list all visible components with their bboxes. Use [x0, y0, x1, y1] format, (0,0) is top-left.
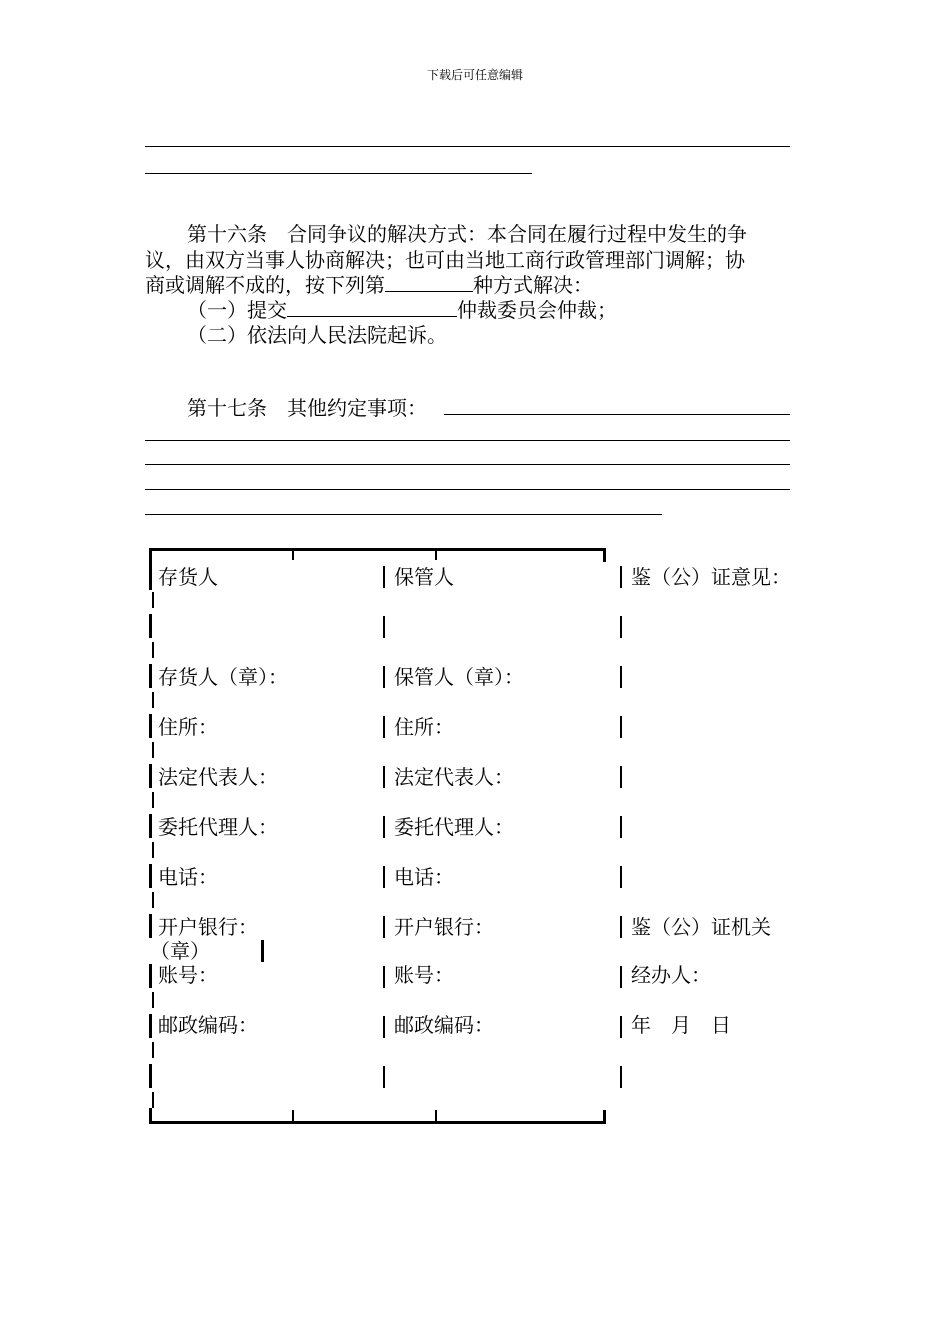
certification-date-label: 年 月 日	[631, 1013, 731, 1037]
table-left-border	[149, 1014, 152, 1038]
table-left-border	[152, 592, 154, 608]
column-separator	[620, 716, 622, 738]
table-left-border	[149, 864, 152, 888]
table-left-border	[149, 1108, 152, 1124]
column-separator	[620, 1016, 622, 1038]
custodian-agent-label: 委托代理人：	[394, 815, 514, 839]
table-left-border	[149, 1064, 152, 1088]
article-16-line-1: 第十六条 合同争议的解决方式：本合同在履行过程中发生的争	[187, 222, 747, 246]
column-separator	[383, 716, 385, 738]
column-separator	[620, 866, 622, 888]
article-16-line-3: 商或调解不成的，按下列第 种方式解决：	[145, 273, 593, 297]
depositor-account-label: 账号：	[158, 963, 218, 987]
other-matters-blank[interactable]	[145, 464, 790, 465]
table-left-border	[152, 842, 154, 858]
page-header-note: 下载后可任意编辑	[426, 68, 523, 82]
table-left-border	[149, 548, 152, 590]
column-separator	[383, 866, 385, 888]
column-separator	[383, 766, 385, 788]
article-16-option-2: （二）依法向人民法院起诉。	[187, 323, 447, 347]
table-left-border	[152, 742, 154, 758]
table-left-border	[149, 814, 152, 838]
depositor-bank-label: 开户银行：	[158, 915, 258, 939]
column-separator	[620, 1066, 622, 1088]
custodian-seal-label: 保管人（章）：	[394, 665, 524, 689]
method-number-blank[interactable]	[385, 273, 473, 292]
blank-line	[145, 173, 532, 174]
table-left-border	[152, 792, 154, 808]
column-separator	[620, 566, 622, 588]
table-left-border	[152, 692, 154, 708]
column-separator	[620, 916, 622, 938]
other-matters-blank[interactable]	[145, 514, 662, 515]
table-left-border	[152, 992, 154, 1008]
custodian-account-label: 账号：	[394, 963, 454, 987]
column-separator	[383, 566, 385, 588]
table-left-border	[149, 614, 152, 638]
custodian-phone-label: 电话：	[394, 865, 454, 889]
column-separator	[620, 666, 622, 688]
depositor-legal-rep-label: 法定代表人：	[158, 765, 278, 789]
article-16-option-1: （一）提交 仲裁委员会仲裁；	[187, 298, 617, 322]
table-top-border	[149, 548, 606, 551]
column-separator	[383, 816, 385, 838]
depositor-heading: 存货人	[158, 565, 218, 589]
column-separator	[620, 616, 622, 638]
depositor-seal-label: 存货人（章）：	[158, 665, 288, 689]
table-left-border	[149, 964, 152, 988]
other-matters-blank[interactable]	[145, 440, 790, 441]
column-separator	[620, 966, 622, 988]
blank-line	[145, 146, 790, 147]
table-right-corner-top	[603, 548, 606, 562]
table-left-border	[152, 1092, 154, 1108]
column-separator	[383, 1066, 385, 1088]
depositor-agent-label: 委托代理人：	[158, 815, 278, 839]
depositor-postcode-label: 邮政编码：	[158, 1013, 258, 1037]
certification-authority-label: 鉴（公）证机关	[631, 915, 771, 939]
table-left-border	[149, 664, 152, 688]
table-left-border	[152, 642, 154, 658]
custodian-postcode-label: 邮政编码：	[394, 1013, 494, 1037]
table-bottom-tick	[292, 1110, 294, 1122]
table-left-border	[149, 914, 152, 938]
column-separator	[383, 616, 385, 638]
column-separator	[620, 816, 622, 838]
table-right-corner-bottom	[603, 1110, 606, 1124]
table-left-border	[152, 1042, 154, 1058]
seal-divider	[261, 940, 264, 962]
table-left-border	[149, 714, 152, 738]
certification-opinion-label: 鉴（公）证意见：	[631, 565, 791, 589]
custodian-heading: 保管人	[394, 565, 454, 589]
custodian-address-label: 住所：	[394, 715, 454, 739]
column-separator	[383, 666, 385, 688]
article-16-line-2: 议，由双方当事人协商解决；也可由当地工商行政管理部门调解；协	[145, 248, 745, 272]
article-17-label: 第十七条 其他约定事项：	[187, 396, 427, 420]
column-separator	[620, 766, 622, 788]
column-separator	[383, 916, 385, 938]
table-left-border	[152, 892, 154, 908]
other-matters-blank[interactable]	[444, 414, 790, 415]
table-top-tick	[435, 548, 437, 560]
custodian-bank-label: 开户银行：	[394, 915, 494, 939]
table-top-tick	[292, 548, 294, 560]
column-separator	[383, 966, 385, 988]
certifier-seal-label: （章）	[150, 939, 210, 963]
table-left-border	[149, 764, 152, 788]
table-bottom-border	[149, 1121, 606, 1124]
depositor-address-label: 住所：	[158, 715, 218, 739]
arbitration-commission-blank[interactable]	[287, 298, 457, 317]
depositor-phone-label: 电话：	[158, 865, 218, 889]
custodian-legal-rep-label: 法定代表人：	[394, 765, 514, 789]
table-bottom-tick	[435, 1110, 437, 1122]
column-separator	[383, 1016, 385, 1038]
certification-handler-label: 经办人：	[631, 963, 711, 987]
other-matters-blank[interactable]	[145, 489, 790, 490]
